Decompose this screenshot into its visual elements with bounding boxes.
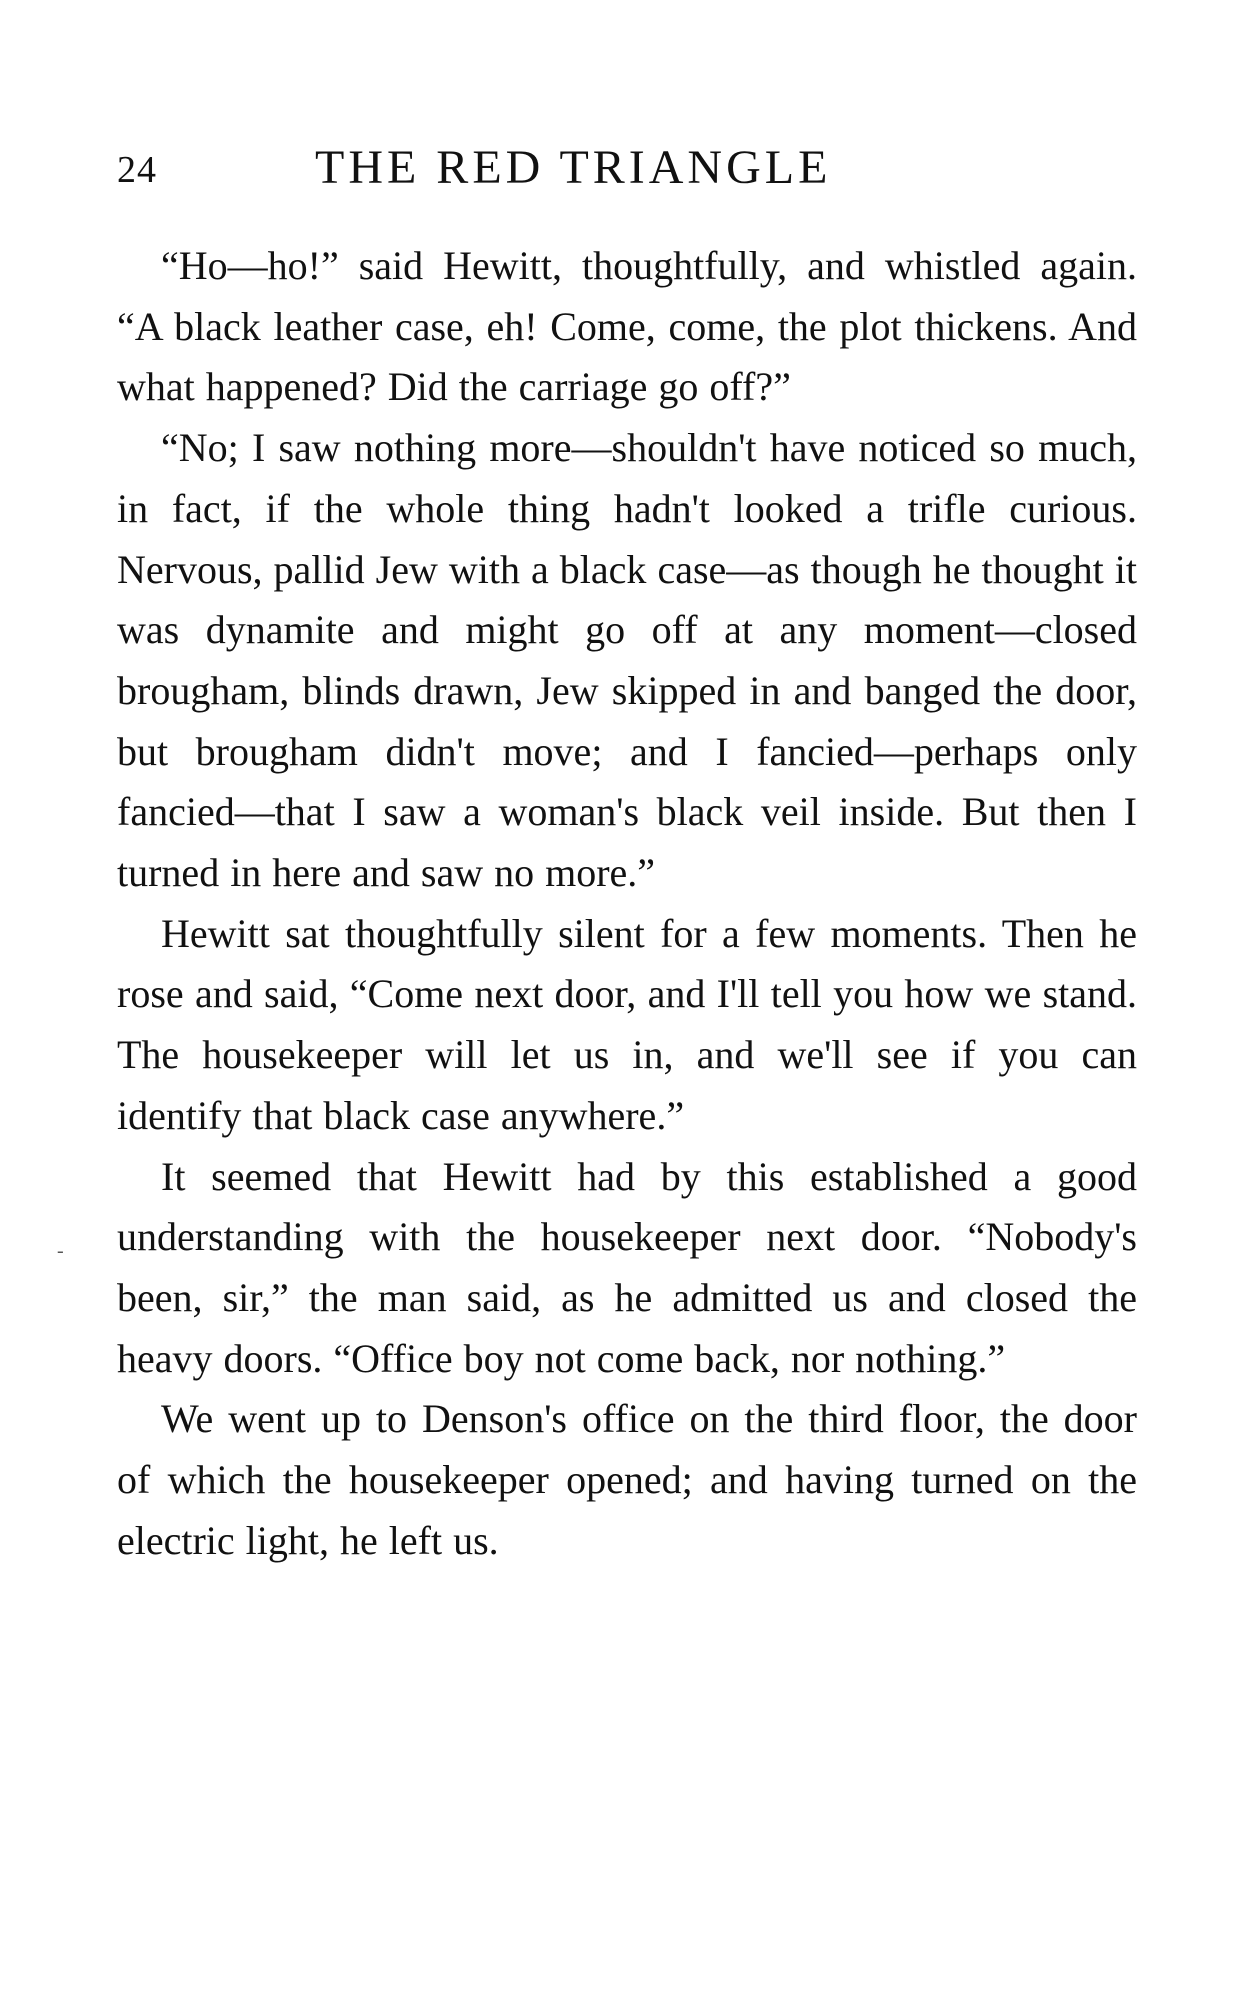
page-header (117, 140, 1137, 210)
paragraph-2: “No; I saw nothing more—shouldn't have noticed so much, in fact, if the whole thing hadn't looked a trifle curious. Nervous, pallid Jew with a black case—as though he thought it was dynamite and might go off at any moment—closed brougham, blinds drawn, Jew skipped in and banged the door, but brougham didn't move; and I fancied—perhaps only fancied—that I saw a woman's black veil inside. But then I turned in here and saw no more.” (117, 425, 1137, 896)
page-number: 24 (117, 149, 157, 191)
paragraph-3: Hewitt sat thoughtfully silent for a few moments. Then he rose and said, “Come next door, and I'll tell you how we stand. The housekeeper will let us in, and we'll see if you can identify that black case anywhere.” (117, 910, 1137, 1138)
running-head: THE RED TRIANGLE (315, 141, 832, 194)
page-body (117, 236, 1137, 1571)
paragraph-1: “Ho—ho!” said Hewitt, thoughtfully, and whistled again. “A black leather case, eh! Come, come, the plot thickens. And what happened? Did the carriage go off?” (117, 243, 1137, 410)
paragraph-4: It seemed that Hewitt had by this established a good understanding with the housekeeper next door. “Nobody's been, sir,” the man said, as he admitted us and closed the heavy doors. “Office boy not come back, nor nothing.” (117, 1153, 1137, 1381)
margin-mark: - (57, 1240, 64, 1262)
paragraph-5: We went up to Denson's office on the third floor, the door of which the housekeeper opened; and having turned on the electric light, he left us. (117, 1396, 1137, 1563)
